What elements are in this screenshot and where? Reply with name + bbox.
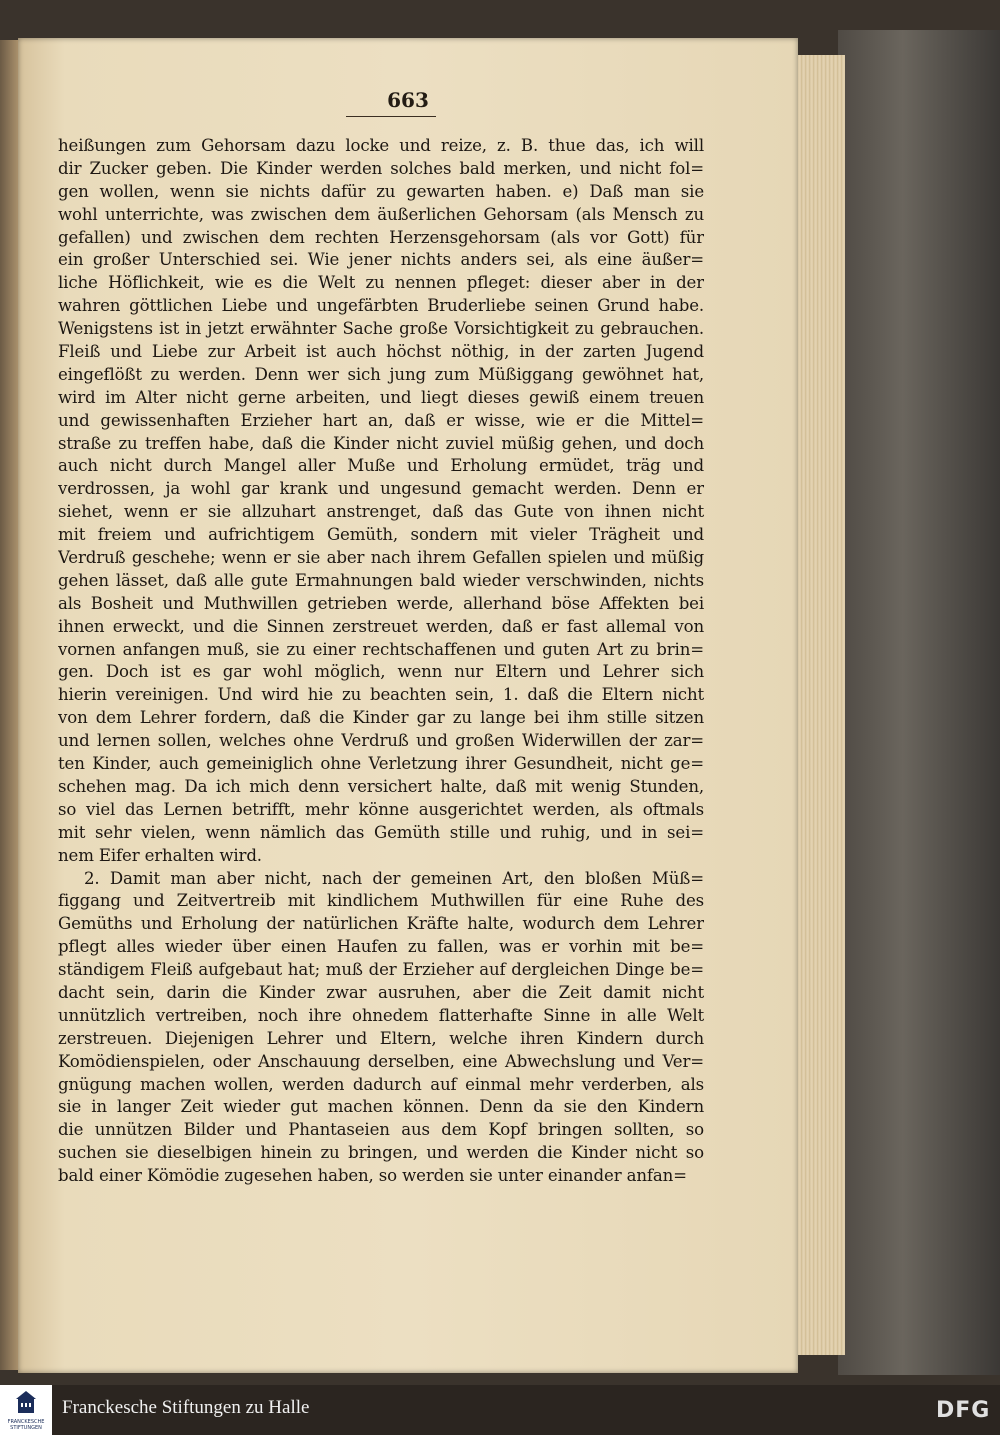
header-rule <box>346 116 436 117</box>
text-line: dir Zucker geben. Die Kinder werden solches bald merken, und nicht fol= <box>58 158 704 178</box>
text-line: Wenigstens ist in jetzt erwähnter Sache große Vorsichtigkeit zu gebrauchen. <box>58 319 704 339</box>
text-line: ständigem Fleiß aufgebaut hat; muß der Erzieher auf dergleichen Dinge be= <box>58 960 704 980</box>
text-line: gehen lässet, daß alle gute Ermahnungen bald wieder verschwinden, nichts <box>58 570 704 590</box>
page-stack-edge <box>790 55 845 1355</box>
text-line: auch nicht durch Mangel aller Muße und Erholung ermüdet, träg und <box>58 456 704 476</box>
text-line: suchen sie dieselbigen hinein zu bringen, und werden die Kinder nicht so <box>58 1143 704 1163</box>
franckesche-logo[interactable] <box>0 1385 52 1435</box>
page-text-block <box>58 135 704 1188</box>
text-line: unnützlich vertreiben, noch ihre ohnedem flatterhafte Sinne in alle Welt <box>58 1005 704 1025</box>
text-line: pflegt alles wieder über einen Haufen zu fallen, was er vorhin mit be= <box>58 937 704 957</box>
text-line: zerstreuen. Diejenigen Lehrer und Eltern, welche ihren Kindern durch <box>58 1028 704 1048</box>
text-line: wohl unterrichte, was zwischen dem äußerlichen Gehorsam (als Mensch zu <box>58 204 704 224</box>
text-line: ten Kinder, auch gemeiniglich ohne Verletzung ihrer Gesundheit, nicht ge= <box>58 754 704 774</box>
text-line: die unnützen Bilder und Phantaseien aus dem Kopf bringen sollten, so <box>58 1120 704 1140</box>
text-line: straße zu treffen habe, daß die Kinder nicht zuviel müßig gehen, und doch <box>58 433 704 453</box>
text-line: liche Höflichkeit, wie es die Welt zu nennen pfleget: dieser aber in der <box>58 273 704 293</box>
text-line: figgang und Zeitvertreib mit kindlichem Muthwillen für eine Ruhe des <box>58 891 704 911</box>
logo-text: FRANCKESCHE STIFTUNGEN <box>7 1419 45 1431</box>
text-line: gnügung machen wollen, werden dadurch auf einmal mehr verderben, als <box>58 1074 704 1094</box>
text-line: mit freiem und aufrichtigem Gemüth, sondern mit vieler Trägheit und <box>58 525 704 545</box>
text-line: sie in langer Zeit wieder gut machen können. Denn da sie den Kindern <box>58 1097 704 1117</box>
text-line: mit sehr vielen, wenn nämlich das Gemüth stille und ruhig, und in sei= <box>58 822 704 842</box>
dfg-logo[interactable]: DFG <box>936 1398 991 1423</box>
text-line: siehet, wenn er sie allzuhart anstrenget, daß das Gute von ihnen nicht <box>58 502 704 522</box>
page-number: 663 <box>387 88 429 112</box>
text-line: ein großer Unterschied sei. Wie jener nichts anders sei, als eine äußer= <box>58 250 704 270</box>
text-line: 2. Damit man aber nicht, nach der gemeinen Art, den bloßen Müß= <box>84 868 704 888</box>
text-line: ihnen erweckt, und die Sinnen zerstreuet werden, daß er fast allemal von <box>58 616 704 636</box>
text-line: vornen anfangen muß, sie zu einer rechtschaffenen und guten Art zu brin= <box>58 639 704 659</box>
text-line: Komödienspielen, oder Anschauung derselben, eine Abwechslung und Ver= <box>58 1051 704 1071</box>
text-line: gefallen) und zwischen dem rechten Herzensgehorsam (als vor Gott) für <box>58 227 704 247</box>
building-icon <box>16 1391 36 1413</box>
text-line: gen. Doch ist es gar wohl möglich, wenn nur Eltern und Lehrer sich <box>58 662 704 682</box>
text-line: so viel das Lernen betrifft, mehr könne ausgerichtet werden, als oftmals <box>58 799 704 819</box>
text-line: Gemüths und Erholung der natürlichen Kräfte halte, wodurch dem Lehrer <box>58 914 704 934</box>
text-line: Verdruß geschehe; wenn er sie aber nach ihrem Gefallen spielen und müßig <box>58 548 704 568</box>
text-line: hierin vereinigen. Und wird hie zu beachten sein, 1. daß die Eltern nicht <box>58 685 704 705</box>
text-line: von dem Lehrer fordern, daß die Kinder gar zu lange bei ihm stille sitzen <box>58 708 704 728</box>
book-page <box>18 38 798 1373</box>
book-cover-right <box>838 30 1000 1375</box>
text-line: und lernen sollen, welches ohne Verdruß und großen Widerwillen der zar= <box>58 731 704 751</box>
text-line: und gewissenhaften Erzieher hart an, daß er wisse, wie er die Mittel= <box>58 410 704 430</box>
text-line: dacht sein, darin die Kinder zwar ausruhen, aber die Zeit damit nicht <box>58 982 704 1002</box>
text-line: wird im Alter nicht gerne arbeiten, und liegt dieses gewiß einem treuen <box>58 387 704 407</box>
text-line: gen wollen, wenn sie nichts dafür zu gewarten haben. e) Daß man sie <box>58 181 704 201</box>
text-line: nem Eifer erhalten wird. <box>58 845 262 865</box>
text-line: als Bosheit und Muthwillen getrieben werde, allerhand böse Affekten bei <box>58 593 704 613</box>
text-line: verdrossen, ja wohl gar krank und ungesund gemacht werden. Denn er <box>58 479 704 499</box>
text-line: heißungen zum Gehorsam dazu locke und reize, z. B. thue das, ich will <box>58 136 704 155</box>
text-line: eingeflößt zu werden. Denn wer sich jung zum Müßiggang gewöhnet hat, <box>58 364 704 384</box>
text-line: wahren göttlichen Liebe und ungefärbten Bruderliebe seinen Grund habe. <box>58 296 704 316</box>
viewer-footer-bar <box>0 1385 1000 1435</box>
text-line: Fleiß und Liebe zur Arbeit ist auch höchst nöthig, in der zarten Jugend <box>58 342 704 362</box>
text-line: bald einer Kömödie zugesehen haben, so werden sie unter einander anfan= <box>58 1166 687 1186</box>
text-line: schehen mag. Da ich mich denn versichert halte, daß mit wenig Stunden, <box>58 776 704 796</box>
institution-title: Franckesche Stiftungen zu Halle <box>62 1397 310 1418</box>
